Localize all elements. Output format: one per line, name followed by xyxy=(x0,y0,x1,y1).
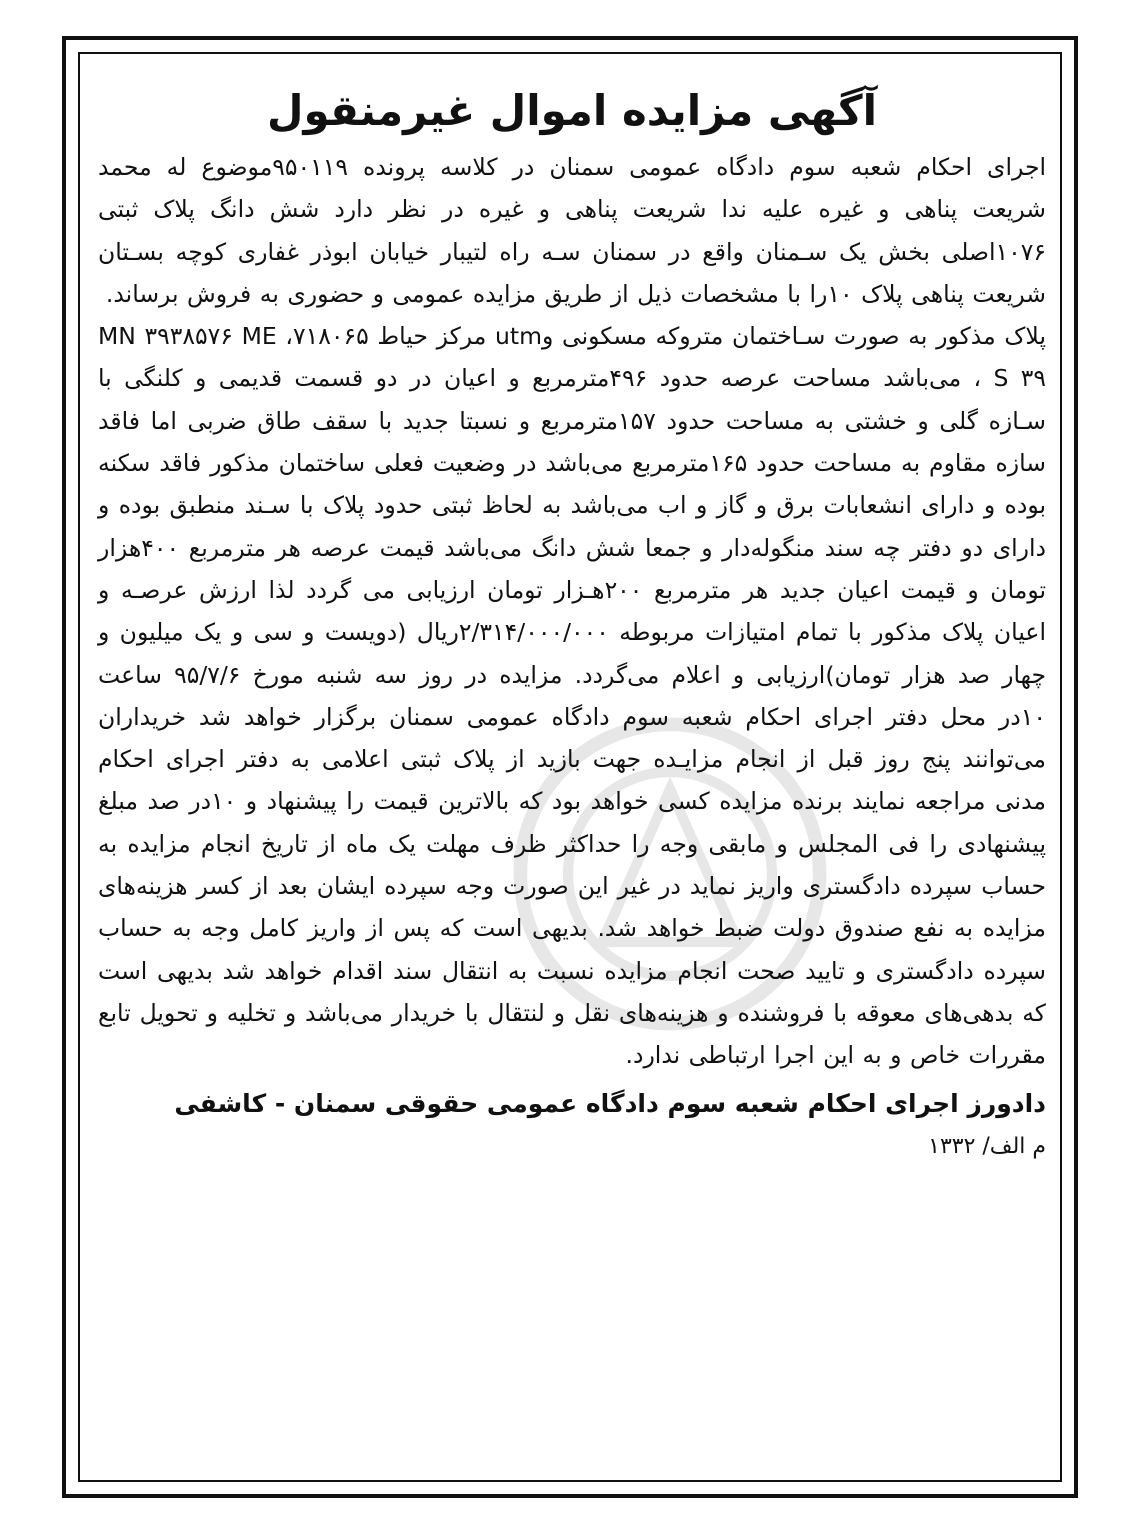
notice-content xyxy=(98,80,1046,1167)
notice-title: آگهی مزایده اموال غیرمنقول xyxy=(267,86,877,135)
notice-box xyxy=(78,52,1062,1482)
notice-paragraph-details: پلاک مذکور به صورت سـاختمان متروکه مسکونی وutm مرکز حیاط MN ۳۹۳۸۵۷۶ ME ،۷۱۸۰۶۵ ، S ۳۹ می‌باشد مساحت عرصه حدود ۴۹۶مترمربع و اعیان در دو قسمت قدیمی و کلنگی با سـازه گلی و خشتی به مساحت حدود ۱۵۷مترمربع و نسبتا جدید با سقف طاق ضربی اما فاقد سازه مقاوم به مساحت حدود ۱۶۵مترمربع می‌باشد در وضعیت فعلی ساختمان مذکور فاقد سکنه بوده و دارای انشعابات برق و گاز و اب می‌باشد به لحاظ ثبتی حدود پلاک با سـند منطبق بوده و دارای دو دفتر چه سند منگوله‌دار و جمعا شش دانگ می‌باشد قیمت عرصه هر مترمربع ۴۰۰هزار تومان و قیمت اعیان جدید هر مترمربع ۲۰۰هـزار تومان ارزیابی می گردد لذا ارزش عرصـه و اعیان پلاک مذکور با تمام امتیازات مربوطه ۲/۳۱۴/۰۰۰/۰۰۰ریال (دویست و سی و یک میلیون و چهار صد هزار تومان)ارزیابی و اعلام می‌گردد. مزایده در روز سه شنبه مورخ ۹۵/۷/۶ ساعت ۱۰در محل دفتر اجرای احکام شعبه سوم دادگاه عمومی سمنان برگزار خواهد شد خریداران می‌توانند پنج روز قبل از انجام مزایـده جهت بازید از پلاک ثبتی اعلامی به دفتر اجرای احکام مدنی مراجعه نمایند برنده مزایده کسی خواهد بود که بالاترین قیمت را پیشنهاد و ۱۰در صد مبلغ پیشنهادی را فی المجلس و مابقی وجه را حداکثر ظرف مهلت یک ماه از تاریخ انجام مزایده به حساب سپرده دادگستری واریز نماید در غیر این صورت وجه سپرده ایشان بعد از کسر هزینه‌های مزایده به نفع صندوق دولت ضبط خواهد شد. بدیهی است که پس از واریز کامل وجه به حساب سپرده دادگستری و تایید صحت انجام مزایده نسبت به انتقال سند اقدام خواهد شد بدیهی است که بدهی‌های معوقه با فروشنده و هزینه‌های نقل و لنتقال با خریدار می‌باشد و تخلیه و تحویل تابع مقررات خاص و به این اجرا ارتباطی ندارد. xyxy=(98,322,1047,1070)
notice-reference-number: م الف/ ۱۳۳۲ xyxy=(928,1133,1046,1159)
notice-paragraph-intro: اجرای احکام شعبه سوم دادگاه عمومی سمنان در کلاسه پرونده ۹۵۰۱۱۹موضوع له محمد شریعت پناهی و غیره علیه ندا شریعت پناهی و غیره در نظر دارد شش دانگ پلاک ثبتی ۱۰۷۶اصلی بخش یک سـمنان واقع در سمنان سـه راه لتیبار خیابان ابوذر غفاری کوچه بسـتان شریعت پناهی پلاک ۱۰را با مشخصات ذیل از طریق مزایده عمومی و حضوری به فروش برساند. xyxy=(98,153,1047,308)
notice-signature: دادورز اجرای احکام شعبه سوم دادگاه عمومی حقوقی سمنان - کاشفی xyxy=(174,1088,1046,1118)
